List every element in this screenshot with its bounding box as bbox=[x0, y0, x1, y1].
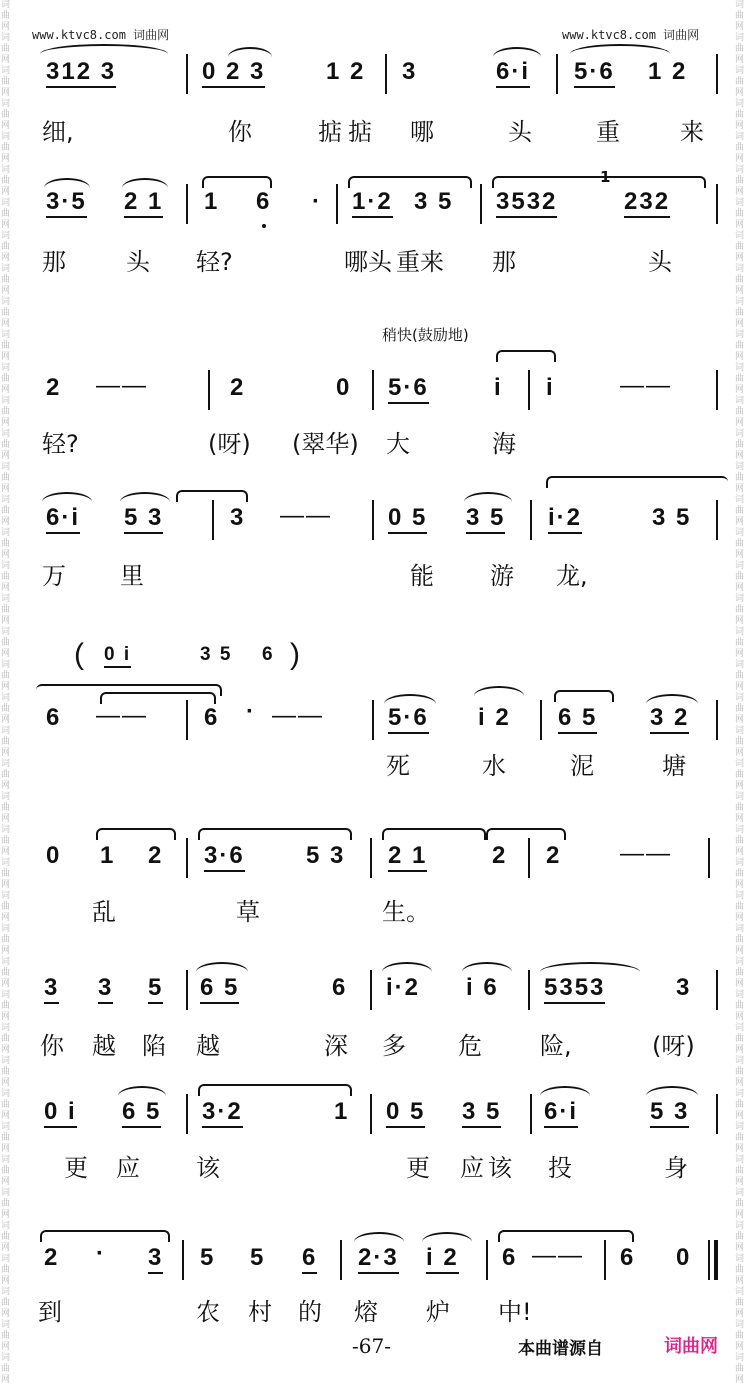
bar-line bbox=[540, 700, 542, 740]
note: 6 bbox=[332, 974, 348, 1001]
note-group: 2 1 bbox=[388, 842, 427, 872]
dash: —— bbox=[96, 372, 148, 399]
lyric: 农 bbox=[196, 1298, 220, 1326]
note-group: i·2 bbox=[548, 504, 582, 534]
tie bbox=[492, 176, 706, 188]
note: 3 bbox=[230, 504, 246, 531]
note: 2 bbox=[492, 842, 508, 869]
note: 1 bbox=[100, 842, 116, 869]
bar-line bbox=[604, 1240, 606, 1280]
note: 3 bbox=[676, 974, 692, 1001]
lyric: 塘 bbox=[662, 752, 686, 780]
lyric: 炉 bbox=[426, 1298, 450, 1326]
tempo-annotation: 稍快(鼓励地) bbox=[382, 326, 469, 344]
rest: 0 bbox=[676, 1244, 692, 1271]
bar-line bbox=[186, 54, 188, 94]
watermark-left bbox=[32, 26, 169, 43]
note: 1 bbox=[204, 188, 220, 215]
paren-open: ( bbox=[74, 638, 86, 671]
note-group: 2 1 bbox=[124, 188, 163, 218]
note-group: 5 3 bbox=[650, 1098, 689, 1128]
note-group: 6 5 bbox=[122, 1098, 161, 1128]
note-group: 6 5 bbox=[558, 704, 597, 734]
lyric: 村 bbox=[248, 1298, 272, 1326]
bar-line bbox=[186, 970, 188, 1010]
final-bar-thick bbox=[714, 1240, 718, 1280]
bar-line bbox=[186, 700, 188, 740]
lyric: 游 bbox=[490, 562, 514, 590]
slur bbox=[474, 686, 524, 696]
slur bbox=[540, 1086, 590, 1096]
lyric: 深 bbox=[324, 1032, 348, 1060]
lyric: 投 bbox=[548, 1154, 572, 1182]
lyric: 掂掂 bbox=[318, 118, 378, 146]
dash: —— bbox=[272, 702, 324, 729]
slur bbox=[462, 962, 512, 972]
bar-line bbox=[385, 54, 387, 94]
bar-line bbox=[480, 184, 482, 224]
note-group: 1 2 bbox=[326, 58, 366, 85]
watermark-site: www.ktvc8.com bbox=[32, 28, 126, 42]
watermark-site: www.ktvc8.com bbox=[562, 28, 656, 42]
slur bbox=[422, 1232, 472, 1242]
lyric: 应该 bbox=[460, 1154, 516, 1182]
tie bbox=[202, 176, 272, 188]
note-group: 3·5 bbox=[46, 188, 87, 218]
dash: —— bbox=[280, 502, 332, 529]
lyric: 险, bbox=[540, 1032, 572, 1060]
note-group: 3 5 bbox=[652, 504, 692, 531]
bar-line bbox=[530, 500, 532, 540]
watermark-name: 词曲网 bbox=[663, 28, 700, 42]
tie bbox=[554, 690, 614, 702]
tie bbox=[498, 1230, 634, 1242]
slur bbox=[646, 694, 698, 704]
note-group: 3 5 bbox=[200, 644, 233, 665]
note-group: 5·6 bbox=[388, 374, 429, 404]
bar-line bbox=[370, 970, 372, 1010]
lyric: 陷 bbox=[142, 1032, 166, 1060]
lyric: 中! bbox=[498, 1298, 532, 1326]
note-group: i 2 bbox=[426, 1244, 459, 1274]
note-group: 6·i bbox=[544, 1098, 578, 1128]
note: 6 bbox=[620, 1244, 636, 1271]
lyric: 重 bbox=[596, 118, 620, 146]
lyric: 那 bbox=[42, 248, 66, 276]
note: i bbox=[494, 374, 503, 401]
note-group: 3 5 bbox=[462, 1098, 501, 1128]
lyric: 应 bbox=[116, 1154, 140, 1182]
slur bbox=[464, 492, 512, 502]
lyric: 你 bbox=[228, 118, 252, 146]
lyric: (呀) bbox=[652, 1032, 695, 1060]
bar-line bbox=[528, 970, 530, 1010]
lyric: 轻? bbox=[42, 430, 79, 458]
tie bbox=[570, 44, 670, 54]
slur bbox=[493, 47, 541, 57]
note-group: 3 5 bbox=[466, 504, 505, 534]
note: 6 bbox=[46, 704, 62, 731]
note-group: 0 5 bbox=[386, 1098, 425, 1128]
slur bbox=[540, 962, 640, 972]
note-group: i 6 bbox=[466, 974, 499, 1001]
page-footer bbox=[0, 1330, 750, 1370]
note-group: 5 3 bbox=[124, 504, 163, 534]
dash: —— bbox=[96, 702, 148, 729]
lyric: 生。 bbox=[382, 898, 430, 926]
bar-line bbox=[186, 184, 188, 224]
bar-line bbox=[372, 370, 374, 410]
lyric: (呀) bbox=[208, 430, 251, 458]
watermark-right bbox=[562, 26, 699, 43]
lyric: (翠华) bbox=[292, 430, 359, 458]
slur bbox=[196, 962, 248, 972]
bar-line bbox=[372, 700, 374, 740]
bar-line bbox=[528, 370, 530, 410]
note: 2 bbox=[46, 374, 62, 401]
bar-line bbox=[208, 370, 210, 410]
source-site-logo: 词曲网 bbox=[664, 1336, 718, 1357]
bar-line bbox=[370, 1094, 372, 1134]
lyric: 头 bbox=[648, 248, 672, 276]
lyric: 里 bbox=[120, 562, 144, 590]
tie bbox=[40, 44, 168, 54]
note: 0 bbox=[46, 842, 62, 869]
lyric: 水 bbox=[482, 752, 506, 780]
slur bbox=[42, 492, 92, 502]
bar-line bbox=[370, 838, 372, 878]
note: 1 bbox=[334, 1098, 350, 1125]
note-group: 0 2 3 bbox=[202, 58, 265, 88]
bar-line bbox=[340, 1240, 342, 1280]
bar-line bbox=[336, 184, 338, 224]
slur bbox=[120, 492, 170, 502]
lyric: 来 bbox=[680, 118, 704, 146]
tie bbox=[496, 350, 556, 362]
bar-line bbox=[716, 54, 718, 94]
note: 3 bbox=[98, 974, 113, 1004]
note: 2 bbox=[148, 842, 164, 869]
dash: —— bbox=[532, 1242, 584, 1269]
note: 6 bbox=[204, 704, 220, 731]
lyric: 龙, bbox=[556, 562, 588, 590]
note-group: 1 2 bbox=[648, 58, 688, 85]
slur bbox=[354, 1232, 404, 1242]
note-group: 0 i bbox=[104, 644, 131, 668]
final-bar-thin bbox=[708, 1240, 710, 1280]
tie bbox=[198, 1084, 352, 1096]
lyric: 头 bbox=[126, 248, 150, 276]
note: 3 bbox=[148, 1244, 163, 1274]
note-group: 5 3 bbox=[306, 842, 346, 869]
lyric: 越 bbox=[92, 1032, 116, 1060]
lyric: 熔 bbox=[354, 1298, 378, 1326]
slur bbox=[228, 47, 272, 57]
page-number: -67- bbox=[352, 1334, 391, 1358]
lyric: 的 bbox=[298, 1298, 322, 1326]
paren-close: ) bbox=[290, 638, 302, 671]
lyric: 越 bbox=[196, 1032, 220, 1060]
tie bbox=[382, 828, 486, 840]
dot-mark: · bbox=[312, 188, 322, 215]
dash: —— bbox=[620, 840, 672, 867]
note-group: 6 5 bbox=[200, 974, 239, 1004]
lyric: 哪 bbox=[410, 118, 434, 146]
lyric: 海 bbox=[492, 430, 516, 458]
note-group: 312 3 bbox=[46, 58, 116, 88]
watermark-name: 词曲网 bbox=[133, 28, 170, 42]
bar-line bbox=[716, 370, 718, 410]
note: 0 bbox=[336, 374, 352, 401]
lyric: 乱 bbox=[92, 898, 116, 926]
slur bbox=[44, 178, 90, 188]
note-group: 232 bbox=[624, 188, 670, 218]
note-group: 5·6 bbox=[574, 58, 615, 88]
note-group: 5·6 bbox=[388, 704, 429, 734]
note: 5 bbox=[200, 1244, 216, 1271]
lyric: 轻? bbox=[196, 248, 233, 276]
note: 6 bbox=[262, 644, 275, 665]
tie bbox=[198, 828, 352, 840]
note-group: i 2 bbox=[478, 704, 511, 731]
slur bbox=[384, 694, 436, 704]
note-group: 3532 bbox=[496, 188, 557, 218]
slur bbox=[118, 1086, 166, 1096]
note: 5 bbox=[250, 1244, 266, 1271]
bar-line bbox=[716, 700, 718, 740]
note-group: 2·3 bbox=[358, 1244, 399, 1274]
note-group: 3 2 bbox=[650, 704, 689, 734]
lyric: 身 bbox=[664, 1154, 688, 1182]
note-group: 5353 bbox=[544, 974, 605, 1004]
bar-line bbox=[716, 1094, 718, 1134]
tie bbox=[348, 176, 472, 188]
lyric: 能 bbox=[410, 562, 434, 590]
lyric: 哪头 bbox=[344, 248, 392, 276]
lyric: 头 bbox=[508, 118, 532, 146]
tie bbox=[546, 476, 728, 488]
note: 5 bbox=[148, 974, 163, 1004]
side-watermark-left: 词曲网词曲网词曲网词曲网词曲网词曲网词曲网词曲网词曲网词曲网词曲网词曲网词曲网词曲网词曲网词曲网词曲网词曲网词曲网词曲网词曲网词曲网词曲网词曲网词曲网词曲网词曲网词曲网词曲网词曲网词曲网词曲网词曲网词曲网词曲网词曲网词曲网词曲网词曲网词曲网词曲网词曲网 bbox=[1, 0, 11, 1385]
note: 2 bbox=[230, 374, 246, 401]
lyric: 你 bbox=[40, 1032, 64, 1060]
slur bbox=[646, 1086, 698, 1096]
note-group: 6·i bbox=[46, 504, 80, 534]
bar-line bbox=[716, 184, 718, 224]
bar-line bbox=[182, 1240, 184, 1280]
lyric: 该 bbox=[196, 1154, 220, 1182]
tie bbox=[96, 828, 176, 840]
note-group: 1·2 bbox=[352, 188, 393, 218]
lyric: 细, bbox=[42, 118, 74, 146]
note-group: 6·i bbox=[496, 58, 530, 88]
bar-line bbox=[556, 54, 558, 94]
lyric: 万 bbox=[42, 562, 66, 590]
bar-line bbox=[212, 500, 214, 540]
note-group: i·2 bbox=[386, 974, 421, 1001]
lyric: 泥 bbox=[570, 752, 594, 780]
bar-line bbox=[708, 838, 710, 878]
lyric: 重来 bbox=[396, 248, 444, 276]
lyric: 到 bbox=[38, 1298, 62, 1326]
lyric: 多 bbox=[382, 1032, 406, 1060]
tie bbox=[486, 828, 566, 840]
dash: —— bbox=[620, 372, 672, 399]
note-group: 3 5 bbox=[414, 188, 454, 215]
bar-line bbox=[486, 1240, 488, 1280]
dot-mark: · bbox=[246, 698, 256, 725]
lyric: 那 bbox=[492, 248, 516, 276]
lyric: 草 bbox=[236, 898, 260, 926]
lyric: 大 bbox=[386, 430, 410, 458]
note-group: 0 i bbox=[44, 1098, 77, 1128]
bar-line bbox=[716, 500, 718, 540]
dot-mark: · bbox=[96, 1240, 106, 1267]
note-group: 3·2 bbox=[202, 1098, 243, 1128]
bar-line bbox=[372, 500, 374, 540]
note-group: 3 bbox=[402, 58, 418, 85]
lyric: 死 bbox=[386, 752, 410, 780]
source-text: 本曲谱源自 bbox=[518, 1339, 603, 1359]
note: 3 bbox=[44, 974, 59, 1004]
bar-line bbox=[716, 970, 718, 1010]
slur bbox=[382, 962, 432, 972]
bar-line bbox=[530, 1094, 532, 1134]
note: i bbox=[546, 374, 555, 401]
note: 6 bbox=[256, 188, 272, 215]
bar-line bbox=[186, 838, 188, 878]
lyric: 危 bbox=[458, 1032, 482, 1060]
note-group: 3·6 bbox=[204, 842, 245, 872]
lyric: 更 bbox=[406, 1154, 430, 1182]
low-octave-dot bbox=[262, 224, 266, 228]
note: 6 bbox=[502, 1244, 518, 1271]
note: 2 bbox=[546, 842, 562, 869]
bar-line bbox=[528, 838, 530, 878]
side-watermark-right: 词曲网词曲网词曲网词曲网词曲网词曲网词曲网词曲网词曲网词曲网词曲网词曲网词曲网词曲网词曲网词曲网词曲网词曲网词曲网词曲网词曲网词曲网词曲网词曲网词曲网词曲网词曲网词曲网词曲网词曲网词曲网词曲网词曲网词曲网词曲网词曲网词曲网词曲网词曲网词曲网词曲网词曲网 bbox=[735, 0, 745, 1385]
slur bbox=[122, 178, 168, 188]
note-group: 0 5 bbox=[388, 504, 427, 534]
note: 6 bbox=[302, 1244, 317, 1274]
note: 2 bbox=[44, 1244, 60, 1271]
grace-note: 1 bbox=[600, 168, 611, 186]
lyric: 更 bbox=[64, 1154, 88, 1182]
bar-line bbox=[186, 1094, 188, 1134]
